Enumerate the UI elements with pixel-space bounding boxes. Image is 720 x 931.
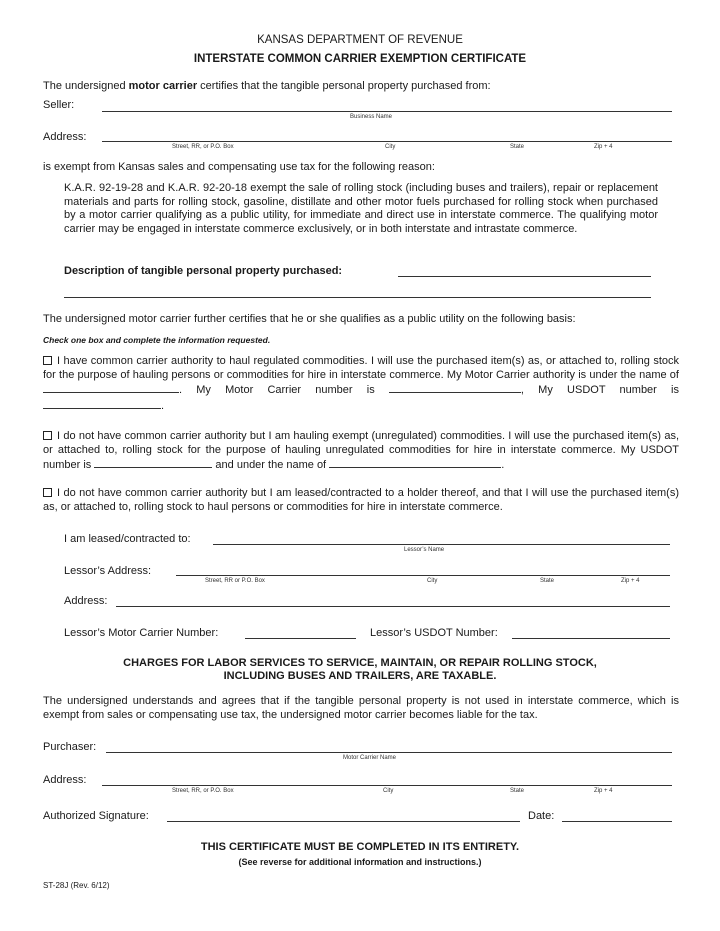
lessor-address2-label: Address: xyxy=(64,595,108,607)
lessor-name-caption: Lessor’s Name xyxy=(404,547,445,553)
lessor-address-label: Lessor’s Address: xyxy=(64,565,152,577)
charges-notice-line1: CHARGES FOR LABOR SERVICES TO SERVICE, MAINTAIN, OR REPAIR ROLLING STOCK, xyxy=(123,657,597,669)
exempt-statement: is exempt from Kansas sales and compensating use tax for the following reason: xyxy=(43,161,435,173)
option-2-name-field[interactable] xyxy=(329,457,501,468)
option-1-checkbox[interactable] xyxy=(43,356,52,365)
signature-field[interactable] xyxy=(167,821,520,822)
option-2-checkbox[interactable] xyxy=(43,431,52,440)
liability-paragraph: The undersigned understands and agrees that if the tangible personal property is not used in interstate commerce, which is exempt from sales or compensating use tax, the undersigned motor carrier becomes liable for the tax. xyxy=(43,695,679,721)
form-id: ST-28J (Rev. 6/12) xyxy=(43,881,110,890)
lessor-city-caption: City xyxy=(427,578,438,584)
option-1: I have common carrier authority to haul regulated commodities. I will use the purchased item(s) as, or attached to, rolling stock for the purpose of hauling persons or commodities for hire in interstate commerce. My Motor Carrier authority is under the name of . My Motor Carrier number is , My USDOT number is . xyxy=(43,355,679,412)
further-certifies: The undersigned motor carrier further certifies that he or she qualifies as a public utility on the following basis: xyxy=(43,313,576,325)
purchaser-label: Purchaser: xyxy=(43,741,97,753)
option-1-usdot-label: My USDOT number is xyxy=(538,384,679,397)
option-1-carrier-number-label: . My Motor Carrier number is xyxy=(179,384,375,397)
lessor-mc-number-label: Lessor’s Motor Carrier Number: xyxy=(64,627,219,639)
intro-pre: The undersigned xyxy=(43,80,129,92)
leased-to-label: I am leased/contracted to: xyxy=(64,533,191,545)
seller-address-label: Address: xyxy=(43,131,87,143)
option-2: I do not have common carrier authority but I am hauling exempt (unregulated) commodities. I will use the purchased item(s) as, or attached to, rolling stock for the purpose of hauling unregulated commodities for hire in interstate commerce. My USDOT number is and under the name of . xyxy=(43,430,679,472)
must-complete-notice: THIS CERTIFICATE MUST BE COMPLETED IN ITS ENTIRETY. xyxy=(200,841,520,853)
description-field-1[interactable] xyxy=(398,276,651,277)
seller-label: Seller: xyxy=(43,99,75,111)
purchaser-address-field[interactable] xyxy=(102,785,672,786)
option-2-usdot-field[interactable] xyxy=(94,457,212,468)
option-2-name-label: and under the name of xyxy=(215,459,327,472)
seller-city-caption: City xyxy=(385,144,396,150)
check-instruction: Check one box and complete the information requested. xyxy=(43,335,271,345)
option-2-text: I do not have common carrier authority but I am hauling exempt (unregulated) commodities. I will use the purchased item(s) as, or attached to, rolling stock for the purpose of hauling unregulated commodities for hire in interstate commerce. My USDOT number is xyxy=(43,430,679,472)
lessor-usdot-label: Lessor’s USDOT Number: xyxy=(370,627,498,639)
option-3-text: I do not have common carrier authority but I am leased/contracted to a holder thereof, and that I will use the purchased item(s) as, or attached to, rolling stock to haul persons or commodities for hire in interstate commerce. xyxy=(43,487,679,513)
option-1-carrier-name-field[interactable] xyxy=(43,382,179,393)
form-title: INTERSTATE COMMON CARRIER EXEMPTION CERTIFICATE xyxy=(193,53,527,65)
seller-address-field[interactable] xyxy=(102,141,672,142)
purchaser-street-caption: Street, RR, or P.O. Box xyxy=(172,788,234,794)
see-reverse-note: (See reverse for additional information and instructions.) xyxy=(238,857,482,867)
purchaser-address-label: Address: xyxy=(43,774,87,786)
purchaser-name-field[interactable] xyxy=(106,752,672,753)
lessor-zip-caption: Zip + 4 xyxy=(621,578,640,584)
lessor-state-caption: State xyxy=(540,578,555,584)
date-label: Date: xyxy=(528,810,555,822)
option-1-usdot-field[interactable] xyxy=(43,398,161,409)
option-1-carrier-number-field[interactable] xyxy=(389,382,521,393)
intro-post: certifies that the tangible personal property purchased from: xyxy=(197,80,491,92)
seller-state-caption: State xyxy=(510,144,525,150)
agency-name: KANSAS DEPARTMENT OF REVENUE xyxy=(257,34,463,46)
purchaser-name-caption: Motor Carrier Name xyxy=(343,755,397,761)
description-field-2[interactable] xyxy=(64,297,651,298)
date-field[interactable] xyxy=(562,821,672,822)
charges-notice-line2: INCLUDING BUSES AND TRAILERS, ARE TAXABLE. xyxy=(223,670,497,682)
kar-paragraph: K.A.R. 92-19-28 and K.A.R. 92-20-18 exempt the sale of rolling stock (including buses and trailers), repair or replacement materials and parts for rolling stock, gasoline, distillate and other motor fuels purchased for rolling stock when purchased by a motor carrier qualifying as a public utility, for immediate and direct use in interstate commerce. The qualifying motor carrier may be engaged in interstate commerce exclusively, or in both interstate and intrastate commerce. xyxy=(64,182,658,235)
lessor-name-field[interactable] xyxy=(213,544,670,545)
purchaser-zip-caption: Zip + 4 xyxy=(594,788,613,794)
intro-statement xyxy=(43,80,491,93)
seller-name-caption: Business Name xyxy=(350,114,393,120)
lessor-address-field[interactable] xyxy=(176,575,670,576)
lessor-usdot-field[interactable] xyxy=(512,638,670,639)
lessor-street-caption: Street, RR or P.O. Box xyxy=(205,578,265,584)
purchaser-city-caption: City xyxy=(383,788,394,794)
signature-label: Authorized Signature: xyxy=(43,810,149,822)
seller-street-caption: Street, RR, or P.O. Box xyxy=(172,144,234,150)
intro-bold: motor carrier xyxy=(128,80,198,92)
seller-zip-caption: Zip + 4 xyxy=(594,144,613,150)
lessor-mc-number-field[interactable] xyxy=(245,638,356,639)
seller-name-field[interactable] xyxy=(102,111,672,112)
lessor-address2-field[interactable] xyxy=(116,606,670,607)
option-3-checkbox[interactable] xyxy=(43,488,52,497)
purchaser-state-caption: State xyxy=(510,788,525,794)
option-3 xyxy=(43,487,679,514)
option-1-text: I have common carrier authority to haul regulated commodities. I will use the purchased item(s) as, or attached to, rolling stock for the purpose of hauling persons or commodities for hire in interstate commerce. My Motor Carrier authority is under the name of xyxy=(43,355,679,381)
description-label: Description of tangible personal property purchased: xyxy=(64,265,343,277)
